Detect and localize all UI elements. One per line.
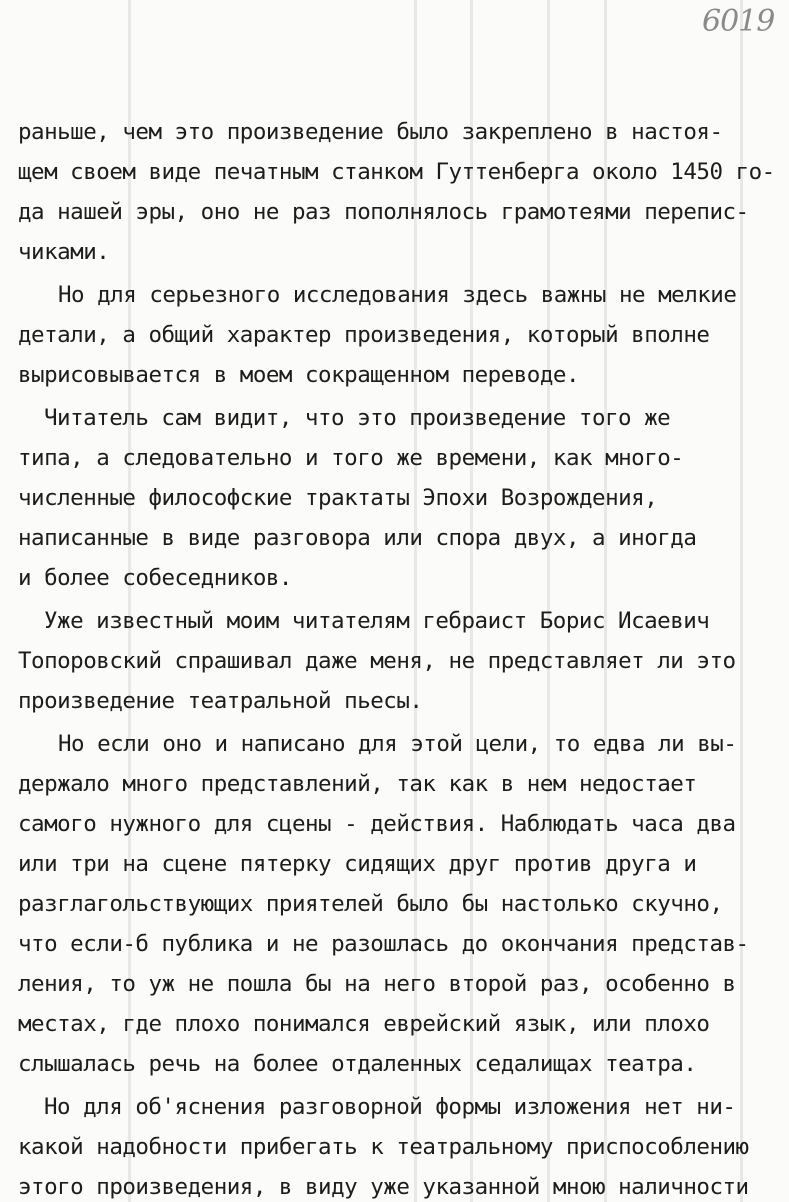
page-number: 6019 — [702, 4, 775, 39]
text-line: этого произведения, в виду уже указанной мною наличности — [18, 1174, 749, 1200]
text-line: и более собеседников. — [18, 565, 292, 591]
text-line: численные философские трактаты Эпохи Возрождения, — [18, 485, 658, 511]
text-line: раньше, чем это произведение было закреплено в настоя- — [18, 119, 723, 145]
text-line: написанные в виде разговора или спора двух, а иногда — [18, 525, 697, 551]
text-line: разглагольствующих приятелей было бы настолько скучно, — [18, 891, 723, 917]
text-line: Но для серьезного исследования здесь важны не мелкие — [58, 282, 737, 308]
text-line: Читатель сам видит, что это произведение того же — [44, 405, 671, 431]
text-line: или три на сцене пятерку сидящих друг против друга и — [18, 851, 697, 877]
text-line: слышалась речь на более отдаленных седалищах театра. — [18, 1051, 697, 1077]
text-line: Но если оно и написано для этой цели, то едва ли вы- — [58, 731, 737, 757]
text-line: щем своем виде печатным станком Гуттенберга около 1450 го- — [18, 159, 775, 185]
text-line: Топоровский спрашивал даже меня, не представляет ли это — [18, 648, 736, 674]
text-line: да нашей эры, оно не раз пополнялось грамотеями перепис- — [18, 199, 749, 225]
text-line: самого нужного для сцены - действия. Наблюдать часа два — [18, 811, 736, 837]
text-line: какой надобности прибегать к театральному приспособлению — [18, 1134, 749, 1160]
text-line: детали, а общий характер произведения, который вполне — [18, 322, 710, 348]
text-line: местах, где плохо понимался еврейский язык, или плохо — [18, 1011, 710, 1037]
text-line: типа, а следовательно и того же времени, как много- — [18, 445, 684, 471]
text-line: держало много представлений, так как в нем недостает — [18, 771, 697, 797]
text-line: ления, то уж не пошла бы на него второй раз, особенно в — [18, 971, 736, 997]
text-line: Уже известный моим читателям гебраист Борис Исаевич — [44, 608, 710, 634]
text-line: Но для об'яснения разговорной формы изложения нет ни- — [44, 1094, 736, 1120]
text-line: что если-б публика и не разошлась до окончания представ- — [18, 931, 749, 957]
text-line: чиками. — [18, 239, 110, 265]
text-line: произведение театральной пьесы. — [18, 688, 423, 714]
text-line: вырисовывается в моем сокращенном переводе. — [18, 362, 579, 388]
